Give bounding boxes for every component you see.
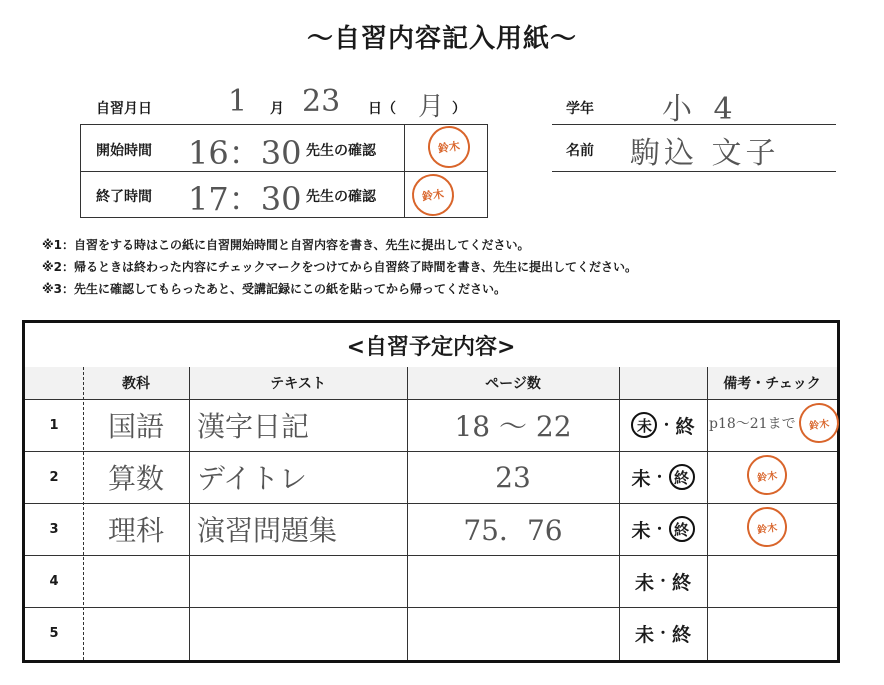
row-subject[interactable]: 国語 bbox=[107, 410, 164, 443]
start-time-label: 開始時間 bbox=[96, 143, 152, 159]
end-confirm-label: 先生の確認 bbox=[306, 189, 376, 205]
table-row bbox=[25, 607, 837, 659]
row-check bbox=[707, 503, 837, 555]
row-pages[interactable]: 18 ～ 22 bbox=[454, 410, 572, 443]
row-pages[interactable] bbox=[407, 555, 619, 607]
name-underline bbox=[552, 171, 836, 172]
row-text[interactable]: デイトレ bbox=[197, 462, 308, 495]
row-number: 3 bbox=[49, 521, 59, 537]
header-number bbox=[25, 367, 83, 399]
row-check bbox=[707, 451, 837, 503]
status-not-done[interactable]: 未 bbox=[631, 519, 651, 542]
note-2: ※2：帰るときは終わった内容にチェックマークをつけてから自習終了時間を書き、先生に提出してください。 bbox=[42, 260, 638, 274]
table-row bbox=[25, 555, 837, 607]
row-check bbox=[707, 399, 837, 451]
row-number: 5 bbox=[49, 625, 59, 641]
date-label: 自習月日 bbox=[96, 101, 152, 117]
row-pages[interactable]: 75．76 bbox=[463, 514, 563, 547]
page-title: 〜自習内容記入用紙〜 bbox=[306, 24, 577, 54]
status-marker bbox=[631, 516, 694, 543]
row-check bbox=[707, 607, 837, 659]
status-marker bbox=[631, 464, 694, 491]
row-number: 4 bbox=[49, 573, 59, 589]
row-pages[interactable] bbox=[407, 607, 619, 659]
grade-label: 学年 bbox=[566, 101, 594, 117]
start-time-value[interactable]: 16：30 bbox=[188, 134, 302, 172]
status-separator: ・ bbox=[656, 626, 670, 642]
row-number: 2 bbox=[49, 469, 59, 485]
table-row bbox=[25, 399, 837, 451]
end-time-label: 終了時間 bbox=[96, 189, 152, 205]
date-close-paren: ） bbox=[452, 101, 466, 117]
row-text[interactable]: 演習問題集 bbox=[197, 514, 338, 547]
status-separator: ・ bbox=[656, 574, 670, 590]
date-day-value[interactable]: 23 bbox=[302, 84, 341, 119]
status-marker bbox=[635, 568, 691, 595]
header-subject: 教科 bbox=[83, 367, 189, 399]
status-marker bbox=[635, 620, 691, 647]
status-separator: ・ bbox=[659, 418, 674, 434]
row-subject[interactable] bbox=[83, 555, 189, 607]
status-done[interactable]: 終 bbox=[675, 415, 695, 438]
start-confirm-label: 先生の確認 bbox=[306, 143, 376, 159]
row-status[interactable] bbox=[619, 451, 707, 503]
status-not-done[interactable]: 未 bbox=[634, 623, 654, 646]
row-status[interactable] bbox=[619, 503, 707, 555]
row-teacher-stamp: 鈴木 bbox=[744, 504, 789, 549]
schedule-title: <自習予定内容> bbox=[25, 323, 837, 369]
status-marker bbox=[631, 412, 694, 439]
header-pages: ページ数 bbox=[407, 367, 619, 399]
start-teacher-stamp: 鈴木 bbox=[425, 123, 472, 170]
date-month-unit: 月 bbox=[270, 101, 284, 117]
row-teacher-stamp: 鈴木 bbox=[796, 400, 841, 445]
name-label: 名前 bbox=[566, 143, 594, 159]
row-pages[interactable]: 23 bbox=[495, 460, 531, 494]
row-subject[interactable]: 理科 bbox=[107, 514, 164, 547]
schedule-table bbox=[22, 320, 840, 663]
status-not-done[interactable]: 未 bbox=[631, 412, 657, 438]
status-done[interactable]: 終 bbox=[669, 464, 695, 490]
row-check bbox=[707, 555, 837, 607]
row-teacher-stamp: 鈴木 bbox=[744, 452, 789, 497]
header-text: テキスト bbox=[189, 367, 407, 399]
table-row bbox=[25, 503, 837, 555]
row-remark[interactable]: p18～21まで bbox=[709, 416, 796, 432]
grade-underline bbox=[552, 124, 836, 125]
status-done[interactable]: 終 bbox=[669, 516, 695, 542]
note-1: ※1：自習をする時はこの紙に自習開始時間と自習内容を書き、先生に提出してください。 bbox=[42, 238, 530, 252]
row-text[interactable] bbox=[189, 607, 407, 659]
row-status[interactable] bbox=[619, 607, 707, 659]
row-subject[interactable] bbox=[83, 607, 189, 659]
grade-value[interactable]: 小 4 bbox=[662, 92, 739, 127]
status-done[interactable]: 終 bbox=[672, 571, 692, 594]
row-text[interactable]: 漢字日記 bbox=[197, 410, 310, 443]
end-teacher-stamp: 鈴木 bbox=[409, 171, 456, 218]
status-separator: ・ bbox=[652, 522, 667, 538]
status-done[interactable]: 終 bbox=[672, 623, 692, 646]
date-month-value[interactable]: 1 bbox=[228, 84, 248, 119]
status-not-done[interactable]: 未 bbox=[634, 571, 654, 594]
status-not-done[interactable]: 未 bbox=[631, 467, 651, 490]
table-row bbox=[25, 451, 837, 503]
stamp-column-divider bbox=[404, 124, 405, 218]
end-time-value[interactable]: 17：30 bbox=[188, 180, 302, 218]
row-text[interactable] bbox=[189, 555, 407, 607]
row-status[interactable] bbox=[619, 399, 707, 451]
row-subject[interactable]: 算数 bbox=[107, 462, 164, 495]
name-value[interactable]: 駒込 文子 bbox=[630, 136, 780, 171]
header-check: 備考・チェック bbox=[707, 367, 837, 399]
note-3: ※3：先生に確認してもらったあと、受講記録にこの紙を貼ってから帰ってください。 bbox=[42, 282, 507, 296]
row-number: 1 bbox=[49, 417, 59, 433]
date-weekday-value[interactable]: 月 bbox=[418, 92, 445, 122]
date-day-unit: 日（ bbox=[368, 101, 396, 117]
status-separator: ・ bbox=[652, 470, 667, 486]
header-status bbox=[619, 367, 707, 399]
row-status[interactable] bbox=[619, 555, 707, 607]
